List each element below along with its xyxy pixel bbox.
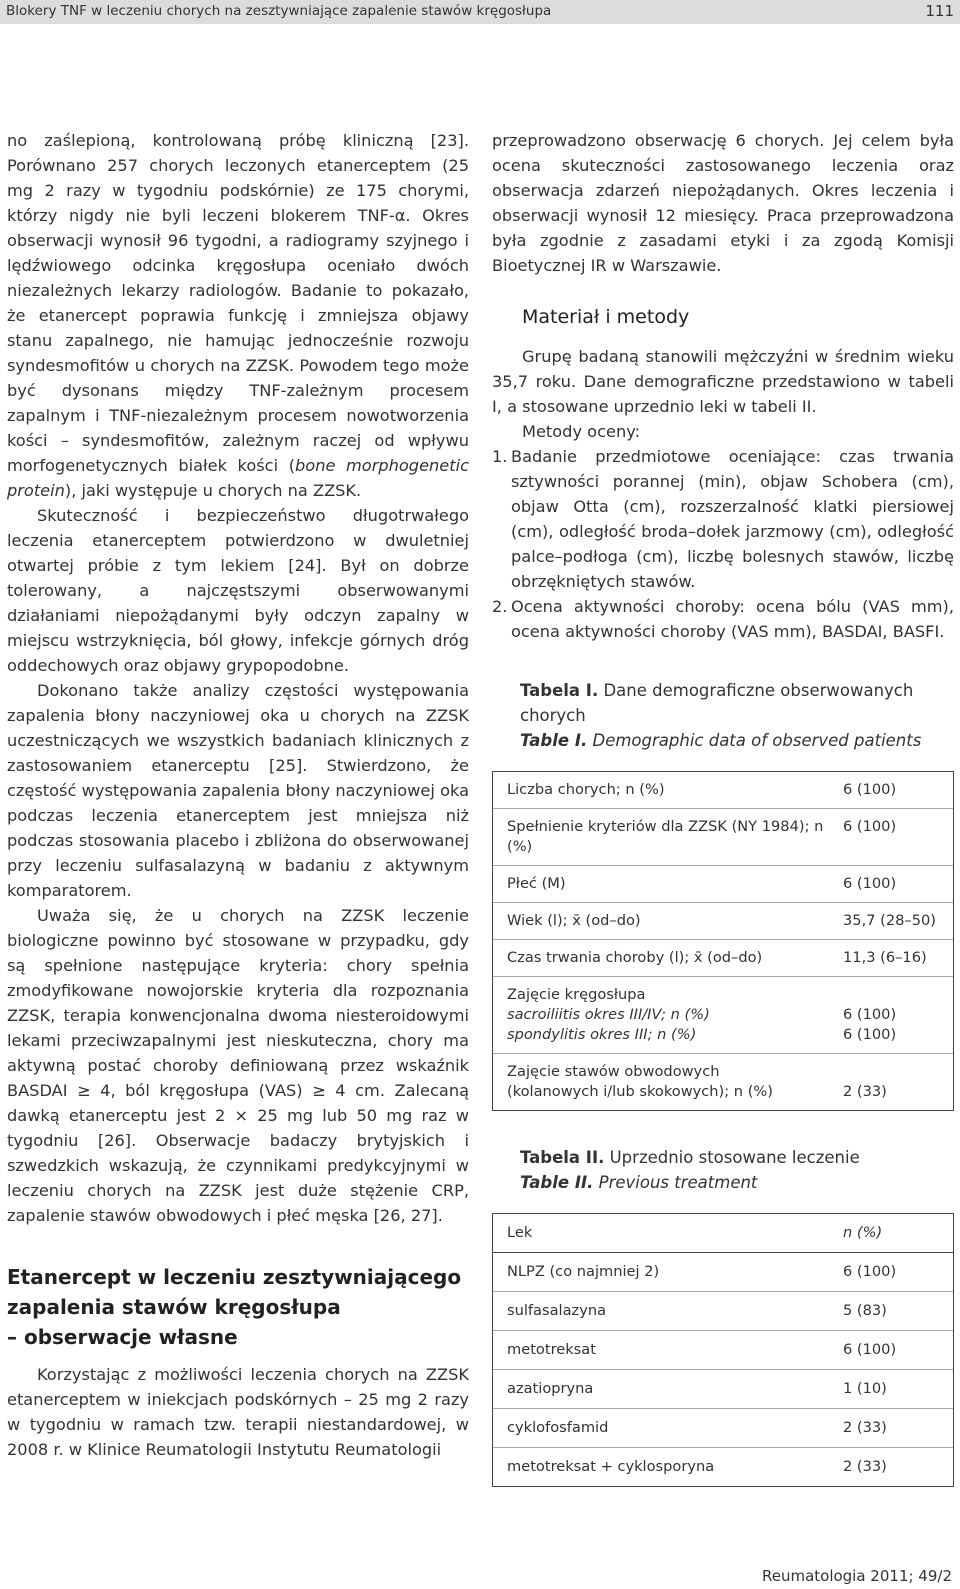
methods-list (492, 444, 954, 644)
section-heading-methods: Materiał i metody (522, 306, 690, 328)
running-title: Blokery TNF w leczeniu chorych na zesztywniające zapalenie stawów kręgosłupa (6, 3, 552, 19)
list-item: 1. Badanie przedmiotowe oceniające: czas trwania sztywności porannej (min), objaw Schobera (cm), objaw Otta (cm), rozszerzalność klatki piersiowej (cm), odległość broda–dołek jarzmowy (cm), odległość palce–podłoga (cm), liczbę bolesnych stawów, liczbę obrzękniętych stawów. (492, 447, 954, 591)
section-heading-etanercept: Etanercept w leczeniu zesztywniającego zapalenia stawów kręgosłupa – obserwacje własne (7, 1265, 462, 1349)
table-row: Spełnienie kryteriów dla ZZSK (NY 1984); n (%) 6 (100) (493, 808, 953, 865)
left-column (7, 128, 469, 1462)
table-row: Zajęcie kręgosłupa sacroiliitis okres III/IV; n (%) 6 (100) spondylitis okres III; n (%) 6 (100) (493, 976, 953, 1053)
table-2 (492, 1213, 954, 1487)
paragraph-right-1: przeprowadzono obserwację 6 chorych. Jej celem była ocena skuteczności zastosowanego leczenia oraz obserwacja zdarzeń niepożądanych. Okres leczenia i obserwacji wynosił 12 miesięcy. Praca przeprowadzona była zgodnie z zasadami etyki i za zgodą Komisji Bioetycznej IR w Warszawie. (492, 131, 954, 275)
list-item: 2. Ocena aktywności choroby: ocena bólu (VAS mm), ocena aktywności choroby (VAS mm), BASDAI, BASFI. (492, 597, 954, 641)
table-row: cyklofosfamid 2 (33) (493, 1408, 953, 1447)
page-number: 111 (925, 2, 954, 20)
paragraph-4: Uważa się, że u chorych na ZZSK leczenie biologiczne powinno być stosowane w przypadku, gdy są spełnione następujące kryteria: chory spełnia zmodyfikowane nowojorskie kryteria dla rozpoznania ZZSK, terapia konwencjonalna dwoma niesteroidowymi lekami przeciwzapalnymi jest nieskuteczna, chory ma aktywną postać choroby definiowaną przez wskaźnik BASDAI ≥ 4, ból kręgosłupa (VAS) ≥ 4 cm. Zalecaną dawką etanerceptu jest 2 × 25 mg lub 50 mg raz w tygodniu [26]. Obserwacje badaczy brytyjskich i szwedzkich wskazują, że czynnikami predykcyjnymi w leczeniu chorych na ZZSK jest duże stężenie CRP, zapalenie stawów obwodowych i płeć męska [26, 27]. (7, 906, 469, 1225)
table-row: Zajęcie stawów obwodowych (kolanowych i/lub skokowych); n (%) 2 (33) (493, 1053, 953, 1110)
right-column (492, 128, 954, 1487)
journal-footer: Reumatologia 2011; 49/2 (761, 1567, 952, 1585)
table-2-caption: Tabela II. Uprzednio stosowane leczenie Table II. Previous treatment (520, 1148, 860, 1192)
table-row: Wiek (l); x̄ (od–do) 35,7 (28–50) (493, 902, 953, 939)
table-row: metotreksat + cyklosporyna 2 (33) (493, 1447, 953, 1486)
table-row: Czas trwania choroby (l); x̄ (od–do) 11,3 (6–16) (493, 939, 953, 976)
methods-label: Metody oceny: (522, 422, 641, 441)
table-1 (492, 771, 954, 1111)
table-row: Płeć (M) 6 (100) (493, 865, 953, 902)
table-row: sulfasalazyna 5 (83) (493, 1291, 953, 1330)
running-header (0, 0, 960, 24)
paragraph-1: no zaślepioną, kontrolowaną próbę kliniczną [23]. Porównano 257 chorych leczonych etanerceptem (25 mg 2 razy w tygodniu podskórnie) ze 175 chorymi, którzy nigdy nie byli leczeni blokerem TNF-α. Okres obserwacji wynosił 96 tygodni, a radiogramy szyjnego i lędźwiowego odcinka kręgosłupa oceniało dwóch niezależnych lekarzy radiologów. Badanie to pokazało, że etanercept poprawia funkcję i zmniejsza objawy stanu zapalnego, nie hamując jednocześnie rozwoju syndesmofitów u chorych na ZZSK. Powodem tego może być dysonans między TNF-zależnym procesem zapalnym i TNF-niezależnym procesem nowotworzenia kości – syndesmofitów, zależnym raczej od wpływu morfogenetycznych białek kości (bone morphogenetic protein), jaki występuje u chorych na ZZSK. (7, 131, 469, 500)
paragraph-2: Skuteczność i bezpieczeństwo długotrwałego leczenia etanerceptem potwierdzono w dwuletniej otwartej próbie z tym lekiem [24]. Był on dobrze tolerowany, a najczęstszymi obserwowanymi działaniami niepożądanymi były odczyn zapalny w miejscu wstrzyknięcia, ból głowy, infekcje górnych dróg oddechowych oraz objawy grypopodobne. (7, 506, 469, 675)
table-header-row: Lek n (%) (493, 1213, 953, 1252)
paragraph-3: Dokonano także analizy częstości występowania zapalenia błony naczyniowej oka u chorych na ZZSK uczestniczących we wszystkich badaniach klinicznych z zastosowaniem etanerceptu [25]. Stwierdzono, że częstość występowania zapalenia błony naczyniowej oka podczas leczenia etanerceptem jest mniejsza niż podczas stosowania placebo i zbliżona do obserwowanej przy leczeniu sulfasalazyną w badaniu z aktywnym komparatorem. (7, 681, 469, 900)
table-1-caption: Tabela I. Dane demograficzne obserwowanych chorych Table I. Demographic data of observed patients (520, 681, 922, 750)
table-row: Liczba chorych; n (%) 6 (100) (493, 771, 953, 808)
table-row: NLPZ (co najmniej 2) 6 (100) (493, 1252, 953, 1291)
table-row: azatiopryna 1 (10) (493, 1369, 953, 1408)
paragraph-right-2: Grupę badaną stanowili mężczyźni w średnim wieku 35,7 roku. Dane demograficzne przedstawiono w tabeli I, a stosowane uprzednio leki w tabeli II. (492, 347, 954, 416)
paragraph-5: Korzystając z możliwości leczenia chorych na ZZSK etanerceptem w iniekcjach podskórnych – 25 mg 2 razy w tygodniu w ramach tzw. terapii niestandardowej, w 2008 r. w Klinice Reumatologii Instytutu Reumatologii (7, 1365, 469, 1459)
table-row: metotreksat 6 (100) (493, 1330, 953, 1369)
